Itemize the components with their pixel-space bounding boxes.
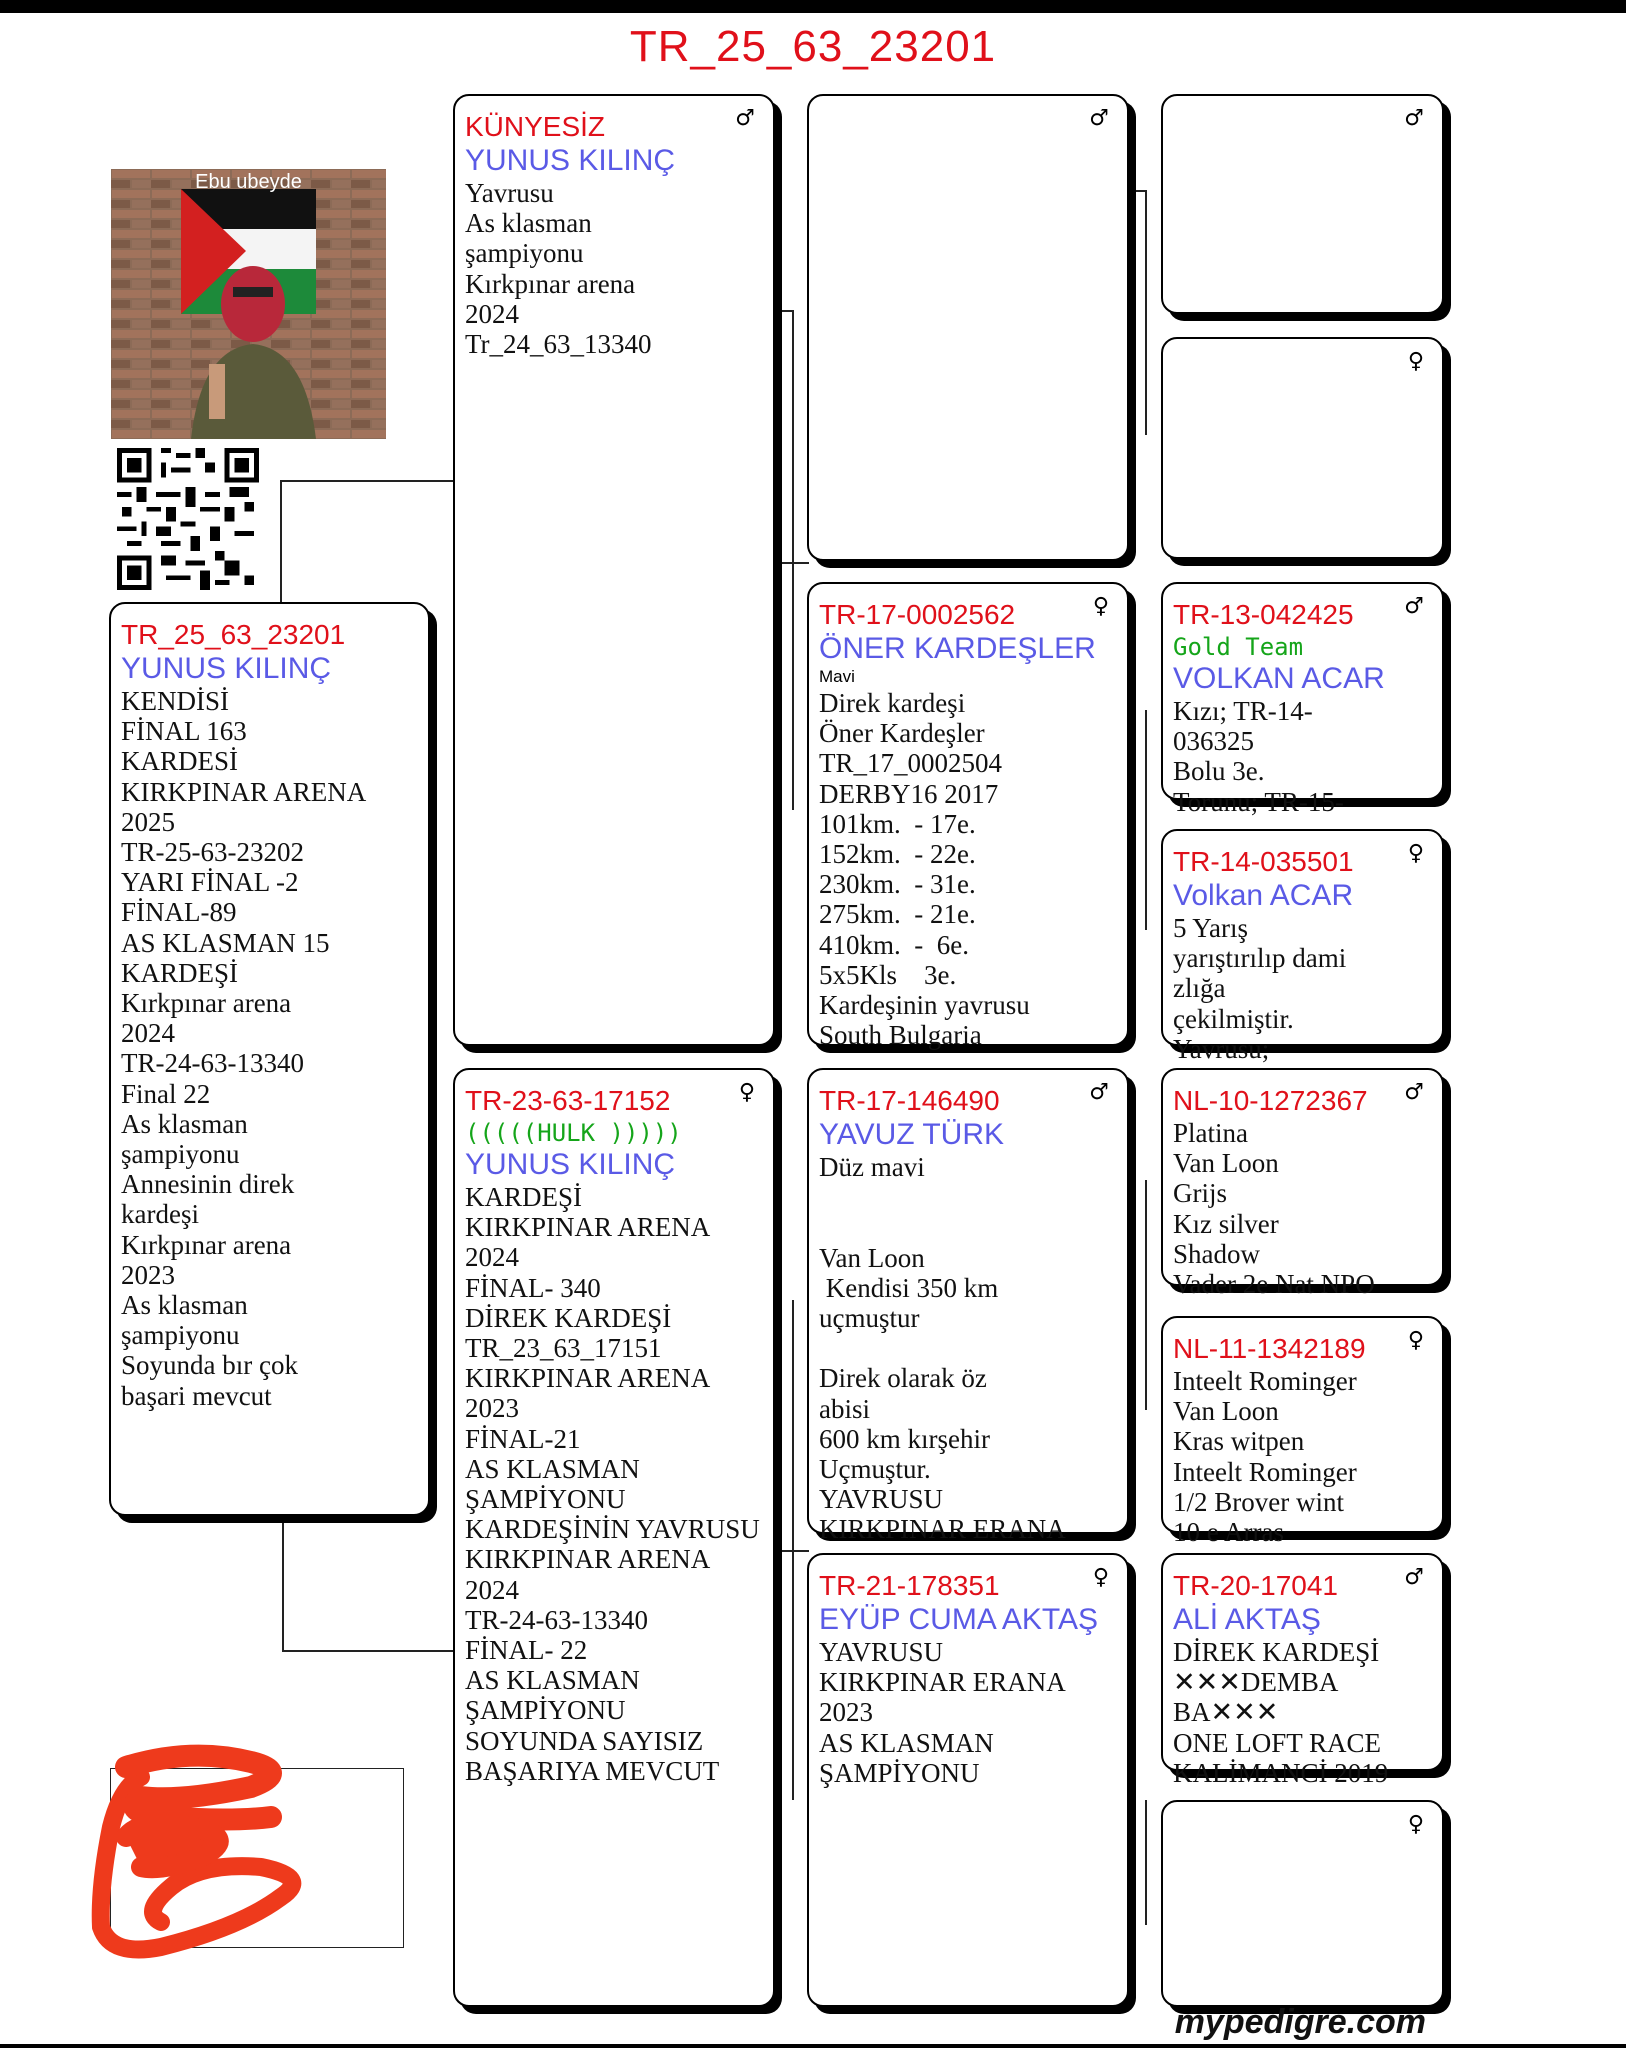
female-icon: ♀: [1407, 349, 1424, 374]
g4-notes-5: Platina Van Loon Grijs Kız silver Shadow Vader 2e Nat NPO: [1173, 1118, 1375, 1300]
subject-notes: KENDİSİ FİNAL 163 KARDESİ KIRKPINAR ARENA 2025 TR-25-63-23202 YARI FİNAL -2 FİNAL-89 AS KLASMAN 15 KARDEŞİ Kırkpınar arena 2024 TR-24-63-13340 Final 22 As klasman şampiyonu Annesinin direk kardeşi Kırkpınar arena 2023 As klasman şampiyonu Soyunda bır çok başari mevcut: [121, 686, 367, 1411]
scribble-redaction-icon: [81, 1747, 373, 1925]
g4-card-2[interactable]: [1161, 337, 1444, 559]
dam-notes: KARDEŞİ KIRKPINAR ARENA 2024 FİNAL- 340 DİREK KARDEŞİ TR_23_63_17151 KIRKPINAR ARENA 2023 FİNAL-21 AS KLASMAN ŞAMPİYONU KARDEŞİNİN YAVRUSU KIRKPINAR ARENA 2024 TR-24-63-13340 FİNAL- 22 AS KLASMAN ŞAMPİYONU SOYUNDA SAYISIZ BAŞARIYA MEVCUT: [465, 1182, 760, 1786]
page-title: TR_25_63_23201: [629, 22, 997, 71]
g4-owner-3: VOLKAN ACAR: [1173, 662, 1385, 695]
sire-ring: KÜNYESİZ: [465, 111, 606, 142]
g4-owner-4: Volkan ACAR: [1173, 879, 1354, 912]
g4-card-3[interactable]: [1161, 582, 1444, 817]
g4-notes-4: 5 Yarış yarıştırılıp dami zlığa çekilmiştir. Yavrusu;: [1173, 913, 1347, 1064]
connector: [778, 562, 780, 812]
site-watermark[interactable]: mypedigre.com: [1174, 2003, 1426, 2041]
qr-code[interactable]: [117, 448, 259, 590]
dam-ring: TR-23-63-17152: [465, 1085, 671, 1116]
g4-notes-6: Inteelt Rominger Van Loon Kras witpen Inteelt Rominger 1/2 Brover wint 10 e Arras: [1173, 1366, 1357, 1548]
connector: [1130, 190, 1145, 192]
female-icon: ♀: [1092, 594, 1109, 619]
g4-notes-7: DİREK KARDEŞİ ✕✕✕DEMBA BA✕✕✕ ONE LOFT RACE KALİMANCİ 2019: [1173, 1637, 1389, 1788]
g4-card-7[interactable]: [1161, 1553, 1444, 1788]
female-icon: ♀: [1092, 1565, 1109, 1590]
photo-caption: Ebu ubeyde: [195, 171, 302, 193]
g4-card-4[interactable]: [1161, 829, 1444, 1064]
connector: [778, 310, 792, 312]
g4-notes-3: Kızı; TR-14- 036325 Bolu 3e. Torunu; TR-15-: [1173, 696, 1344, 817]
dam-grandsire-ring: TR-17-146490: [819, 1085, 1000, 1116]
connector: [282, 1650, 455, 1652]
g4-ring-7: TR-20-17041: [1173, 1570, 1338, 1601]
female-icon: ♀: [1407, 1812, 1424, 1837]
g4-card-1[interactable]: [1161, 94, 1444, 314]
granddam-card[interactable]: [807, 582, 1129, 1051]
dam-granddam-notes: YAVRUSU KIRKPINAR ERANA 2023 AS KLASMAN ŞAMPİYONU: [819, 1637, 1066, 1788]
male-icon: ♂: [1404, 594, 1424, 619]
female-icon: ♀: [738, 1080, 755, 1105]
g4-owner-7: ALİ AKTAŞ: [1173, 1603, 1321, 1636]
male-icon: ♂: [735, 106, 755, 131]
connector: [280, 480, 282, 602]
connector: [280, 480, 455, 482]
subject-owner: YUNUS KILINÇ: [121, 652, 332, 685]
connector: [282, 1515, 284, 1650]
dam-granddam-owner: EYÜP CUMA AKTAŞ: [819, 1603, 1098, 1636]
g4-card-8[interactable]: [1161, 1800, 1444, 2007]
subject-ring: TR_25_63_23201: [121, 619, 346, 650]
granddam-ring: TR-17-0002562: [819, 599, 1016, 630]
qr-code-icon: [117, 448, 259, 590]
dam-nickname: (((((HULK ))))): [465, 1119, 682, 1147]
dam-grandsire-card[interactable]: [807, 1068, 1129, 1545]
male-icon: ♂: [1404, 1565, 1424, 1590]
dam-grandsire-owner: YAVUZ TÜRK: [819, 1118, 1005, 1151]
g4-ring-4: TR-14-035501: [1173, 846, 1354, 877]
connector: [1145, 1180, 1147, 1410]
female-icon: ♀: [1407, 841, 1424, 866]
male-icon: ♂: [1089, 106, 1109, 131]
flag-photo-icon: [111, 169, 386, 439]
male-icon: ♂: [1404, 1080, 1424, 1105]
top-bar: [0, 0, 1626, 13]
connector: [1145, 710, 1147, 930]
breeder-stamp-box: [110, 1768, 404, 1948]
sire-owner: YUNUS KILINÇ: [465, 144, 676, 177]
female-icon: ♀: [1407, 1328, 1424, 1353]
dam-granddam-card[interactable]: [807, 1553, 1129, 2007]
male-icon: ♂: [1089, 1080, 1109, 1105]
dam-owner: YUNUS KILINÇ: [465, 1148, 676, 1181]
sire-notes: Yavrusu As klasman şampiyonu Kırkpınar arena 2024 Tr_24_63_13340: [465, 178, 652, 360]
connector: [792, 310, 794, 810]
g4-ring-6: NL-11-1342189: [1173, 1333, 1366, 1364]
g4-card-5[interactable]: [1161, 1068, 1444, 1300]
g4-ring-3: TR-13-042425: [1173, 599, 1354, 630]
grandsire-card[interactable]: [807, 94, 1129, 561]
bottom-bar: [0, 2044, 1626, 2048]
dam-grandsire-notes: Düz mavi Van Loon Kendisi 350 km uçmuştur Direk olarak öz abisi 600 km kırşehir Uçmuştur. YAVRUSU KIRKPINAR ERANA: [819, 1152, 1066, 1545]
granddam-color: Mavi: [819, 667, 855, 686]
connector: [1145, 1800, 1147, 1925]
pigeon-photo: [111, 169, 386, 439]
granddam-owner: ÖNER KARDEŞLER: [819, 632, 1096, 665]
subject-card[interactable]: [109, 602, 430, 1516]
g4-ring-5: NL-10-1272367: [1173, 1085, 1368, 1116]
dam-granddam-ring: TR-21-178351: [819, 1570, 1000, 1601]
connector: [1145, 190, 1147, 435]
male-icon: ♂: [1404, 106, 1424, 131]
dam-card[interactable]: [453, 1068, 775, 2007]
g4-card-6[interactable]: [1161, 1316, 1444, 1548]
granddam-notes: Direk kardeşi Öner Kardeşler TR_17_0002504 DERBY16 2017 101km. - 17e. 152km. - 22e. 230km. - 31e. 275km. - 21e. 410km. - 6e. 5x5Kls 3e. Kardeşinin yavrusu South Bulgaria: [819, 688, 1030, 1051]
sire-card[interactable]: [453, 94, 775, 1046]
connector: [778, 1550, 809, 1552]
g4-extra-3: Gold Team: [1173, 633, 1304, 661]
